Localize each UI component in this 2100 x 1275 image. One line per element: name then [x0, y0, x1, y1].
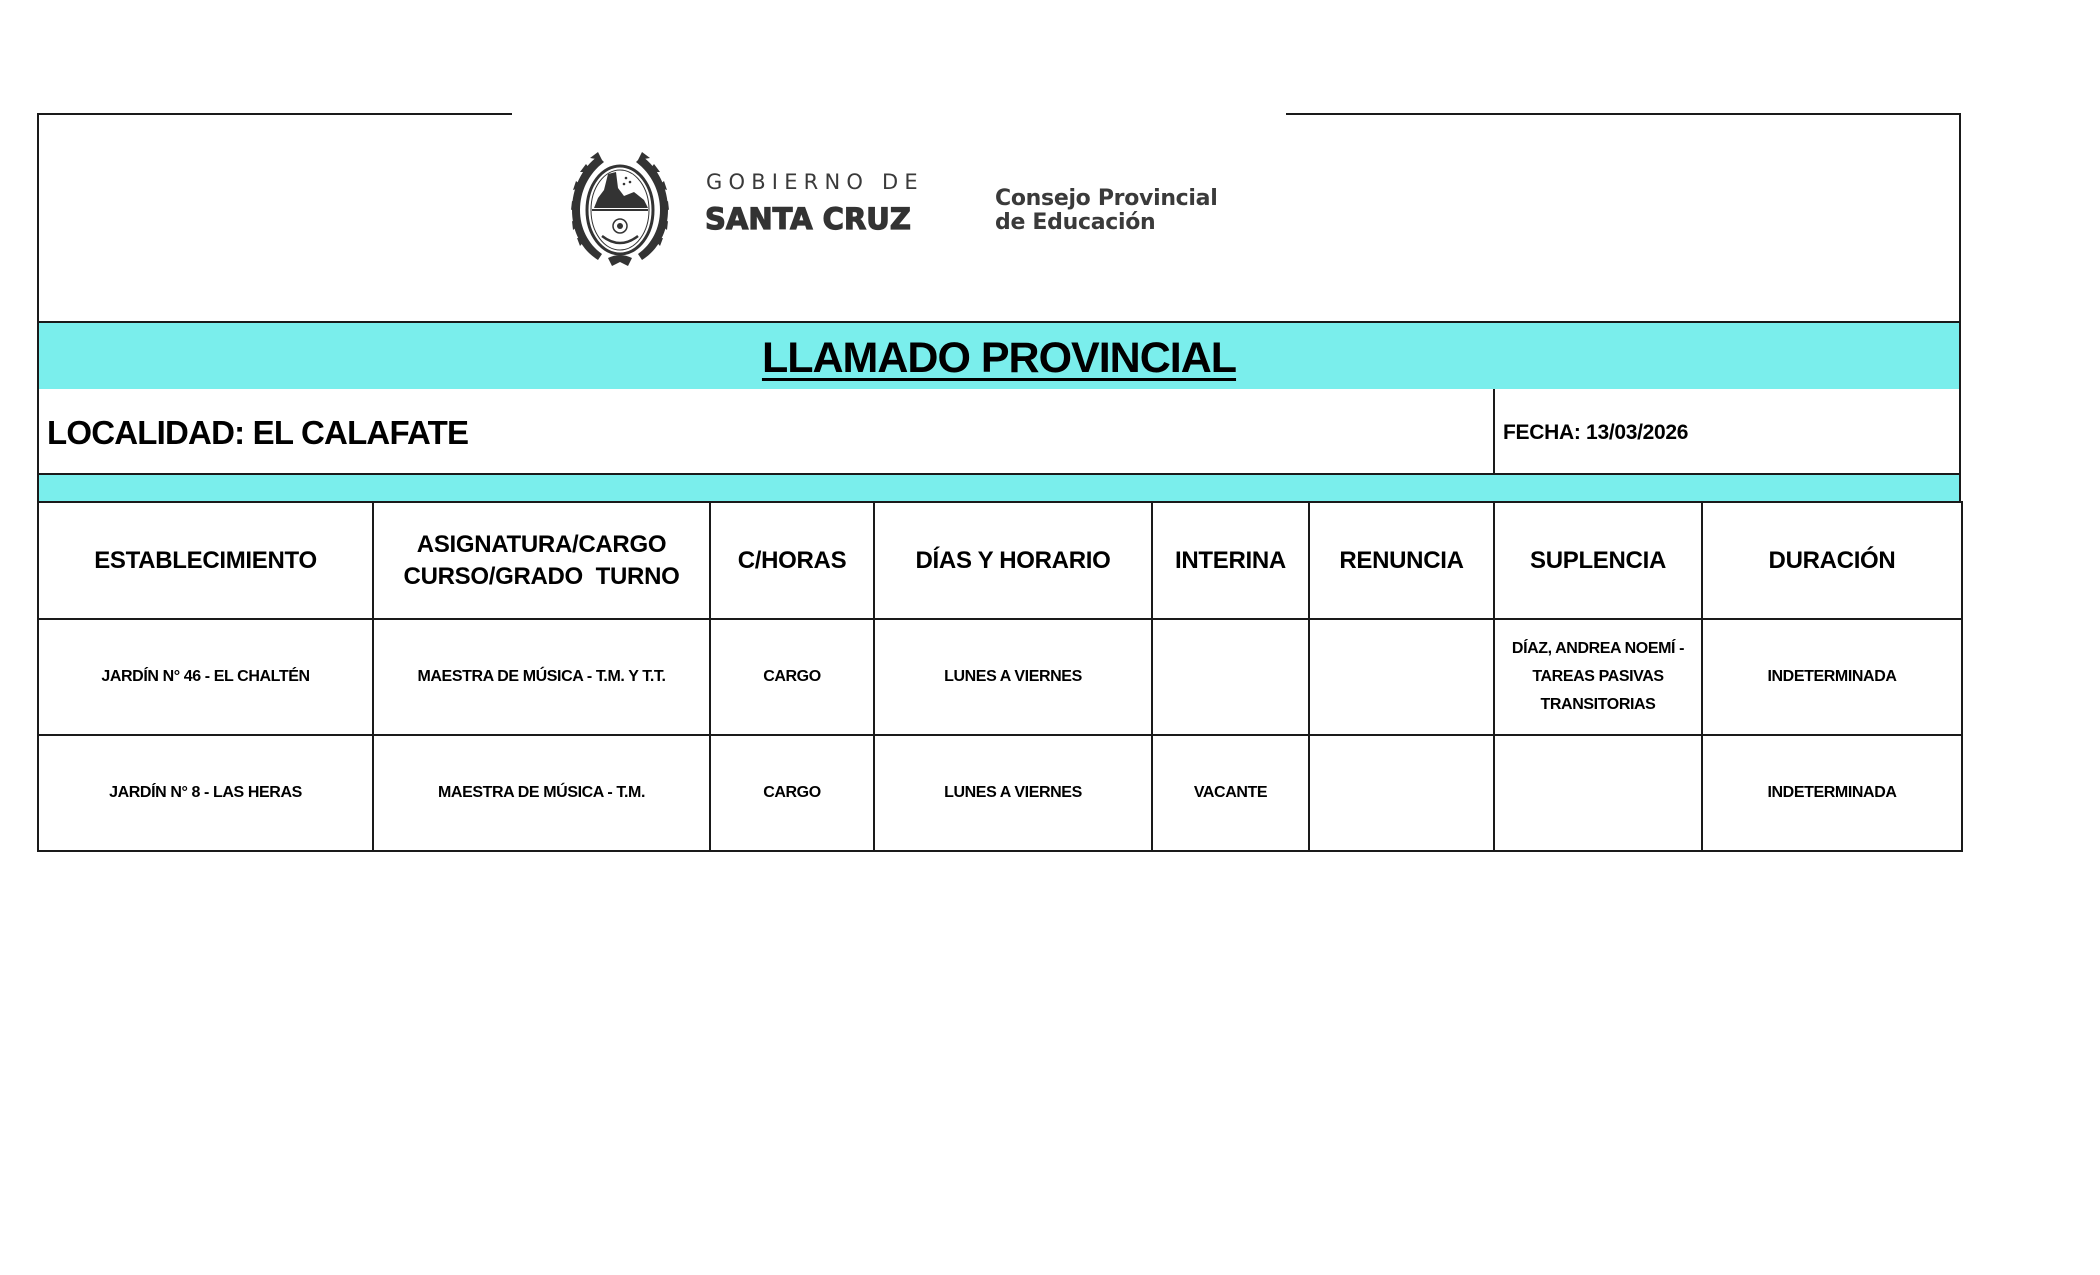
- educacion-label: de Educación: [995, 210, 1156, 235]
- col-header-asignatura-line2: CURSO/GRADO TURNO: [403, 562, 680, 590]
- col-header-horas: C/HORAS: [710, 502, 874, 619]
- cell-renuncia: [1309, 619, 1494, 735]
- col-header-asignatura: [373, 502, 710, 619]
- frame-right-border: [1959, 113, 1961, 321]
- frame-top-right: [1286, 113, 1961, 115]
- cell-horas: CARGO: [710, 619, 874, 735]
- title-band: [37, 321, 1961, 391]
- cell-asignatura: MAESTRA DE MÚSICA - T.M. Y T.T.: [373, 619, 710, 735]
- cell-renuncia: [1309, 735, 1494, 851]
- santa-cruz-label: SANTA CRUZ: [705, 202, 911, 236]
- separator-band: [37, 473, 1961, 503]
- col-header-establecimiento: ESTABLECIMIENTO: [38, 502, 373, 619]
- cell-suplencia: DÍAZ, ANDREA NOEMÍ - TAREAS PASIVAS TRANSITORIAS: [1494, 619, 1702, 735]
- cell-suplencia: [1494, 735, 1702, 851]
- locality-row: [37, 389, 1961, 475]
- santa-cruz-coat-of-arms-icon: [568, 150, 672, 272]
- cell-dias: LUNES A VIERNES: [874, 619, 1152, 735]
- header-logo: [568, 150, 1248, 272]
- positions-table: [37, 501, 1963, 852]
- cell-establecimiento: JARDÍN N° 46 - EL CHALTÉN: [38, 619, 373, 735]
- consejo-label: Consejo Provincial: [995, 186, 1218, 211]
- table-row: [38, 619, 1962, 735]
- locality-divider: [1493, 389, 1495, 473]
- frame-top-left: [37, 113, 512, 115]
- cell-interina: [1152, 619, 1309, 735]
- cell-establecimiento: JARDÍN N° 8 - LAS HERAS: [38, 735, 373, 851]
- col-header-interina: INTERINA: [1152, 502, 1309, 619]
- col-header-asignatura-line1: ASIGNATURA/CARGO: [416, 530, 667, 558]
- table-row: [38, 735, 1962, 851]
- col-header-duracion: DURACIÓN: [1702, 502, 1962, 619]
- col-header-dias: DÍAS Y HORARIO: [874, 502, 1152, 619]
- col-header-suplencia: SUPLENCIA: [1494, 502, 1702, 619]
- cell-duracion: INDETERMINADA: [1702, 735, 1962, 851]
- cell-interina: VACANTE: [1152, 735, 1309, 851]
- cell-horas: CARGO: [710, 735, 874, 851]
- cell-dias: LUNES A VIERNES: [874, 735, 1152, 851]
- page-title-text: LLAMADO PROVINCIAL: [761, 334, 1237, 382]
- date-label: FECHA: 13/03/2026: [1503, 421, 1689, 444]
- locality-label: LOCALIDAD: EL CALAFATE: [47, 414, 469, 451]
- cell-duracion: INDETERMINADA: [1702, 619, 1962, 735]
- frame-left-border: [37, 113, 39, 321]
- gobierno-label: GOBIERNO DE: [706, 170, 924, 194]
- table-header-row: [38, 502, 1962, 619]
- col-header-renuncia: RENUNCIA: [1309, 502, 1494, 619]
- cell-asignatura: MAESTRA DE MÚSICA - T.M.: [373, 735, 710, 851]
- page-title: [39, 334, 1959, 383]
